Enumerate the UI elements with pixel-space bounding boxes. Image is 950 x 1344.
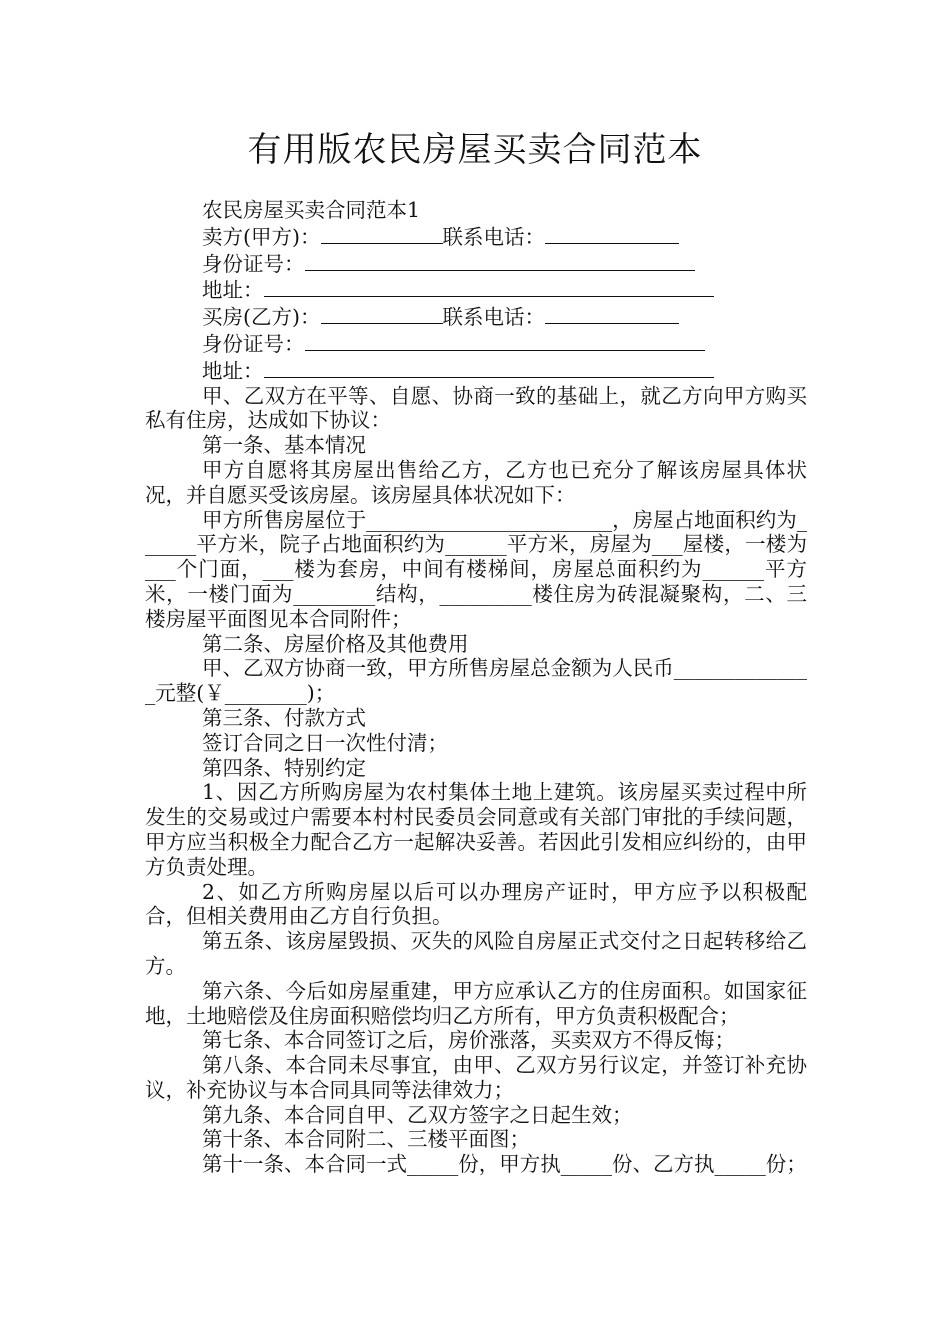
article-1-title: 第一条、基本情况 (202, 433, 366, 458)
buyer-address-blank (264, 357, 714, 378)
seller-address-blank (264, 276, 714, 297)
buyer-id-line (145, 330, 807, 357)
buyer-name-blank (321, 303, 443, 324)
article-8: 第八条、本合同未尽事宜，由甲、乙双方另行议定，并签订补充协议，补充协议与本合同具同等法律效力； (145, 1053, 807, 1102)
article-6: 第六条、今后如房屋重建，甲方应承认乙方的住房面积。如国家征地，土地赔偿及住房面积赔偿均归乙方所有，甲方负责积极配合； (145, 978, 807, 1028)
article-1-paragraph-2: 甲方所售房屋位于________________________，房屋占地面积约为______平方米，院子占地面积约为______平方米，房屋为___屋楼，一楼为___个门面，___楼为套房，中间有楼梯间，房屋总面积约为______平方米，一楼门面为________结构，_________楼住房为砖混凝聚构，二、三楼房屋平面图见本合同附件； (145, 507, 807, 631)
article-2-title: 第二条、房屋价格及其他费用 (202, 631, 469, 656)
seller-label: 卖方(甲方)： (202, 224, 321, 249)
article-5: 第五条、该房屋毁损、灭失的风险自房屋正式交付之日起转移给乙方。 (145, 929, 807, 978)
buyer-phone-label: 联系电话： (442, 305, 545, 330)
seller-address-label: 地址： (202, 278, 264, 303)
buyer-id-label: 身份证号： (202, 331, 305, 356)
document-title: 有用版农民房屋买卖合同范本 (247, 130, 703, 170)
intro-paragraph: 甲、乙双方在平等、自愿、协商一致的基础上，就乙方向甲方购买私有住房，达成如下协议： (145, 383, 807, 433)
seller-line (145, 223, 807, 250)
seller-name-blank (321, 223, 443, 244)
article-10: 第十条、本合同附二、三楼平面图； (202, 1127, 530, 1152)
article-3-title: 第三条、付款方式 (202, 705, 366, 730)
document-body (145, 198, 807, 1177)
seller-id-line (145, 250, 807, 277)
article-2-paragraph-1: 甲、乙双方协商一致，甲方所售房屋总金额为人民币______________元整(￥________)； (145, 656, 807, 706)
article-1-paragraph-1: 甲方自愿将其房屋出售给乙方，乙方也已充分了解该房屋具体状况，并自愿买受该房屋。该房屋具体状况如下： (145, 457, 807, 507)
seller-phone-blank (545, 223, 679, 244)
seller-id-blank (305, 250, 695, 271)
buyer-address-label: 地址： (202, 358, 264, 383)
article-4-paragraph-1: 1、因乙方所购房屋为农村集体土地上建筑。该房屋买卖过程中所发生的交易或过户需要本村村民委员会同意或有关部门审批的手续问题，甲方应当积极全力配合乙方一起解决妥善。若因此引发相应纠纷的，由甲方负责处理。 (145, 780, 807, 879)
contract-subtitle: 农民房屋买卖合同范本1 (202, 198, 421, 222)
buyer-id-blank (305, 330, 705, 351)
article-7: 第七条、本合同签订之后，房价涨落，买卖双方不得反悔； (202, 1028, 735, 1053)
article-3-paragraph-1: 签订合同之日一次性付清； (202, 730, 448, 755)
buyer-address-line (145, 357, 807, 384)
article-4-paragraph-2: 2、如乙方所购房屋以后可以办理房产证时，甲方应予以积极配合，但相关费用由乙方自行负担。 (145, 879, 807, 929)
buyer-phone-blank (545, 303, 679, 324)
article-11: 第十一条、本合同一式_____份，甲方执_____份、乙方执_____份； (202, 1152, 807, 1177)
seller-id-label: 身份证号： (202, 251, 305, 276)
seller-address-line (145, 276, 807, 303)
article-9: 第九条、本合同自甲、乙双方签字之日起生效； (202, 1102, 633, 1127)
buyer-line (145, 303, 807, 330)
article-4-title: 第四条、特别约定 (202, 755, 366, 780)
seller-phone-label: 联系电话： (442, 224, 545, 249)
buyer-label: 买房(乙方)： (202, 305, 321, 330)
